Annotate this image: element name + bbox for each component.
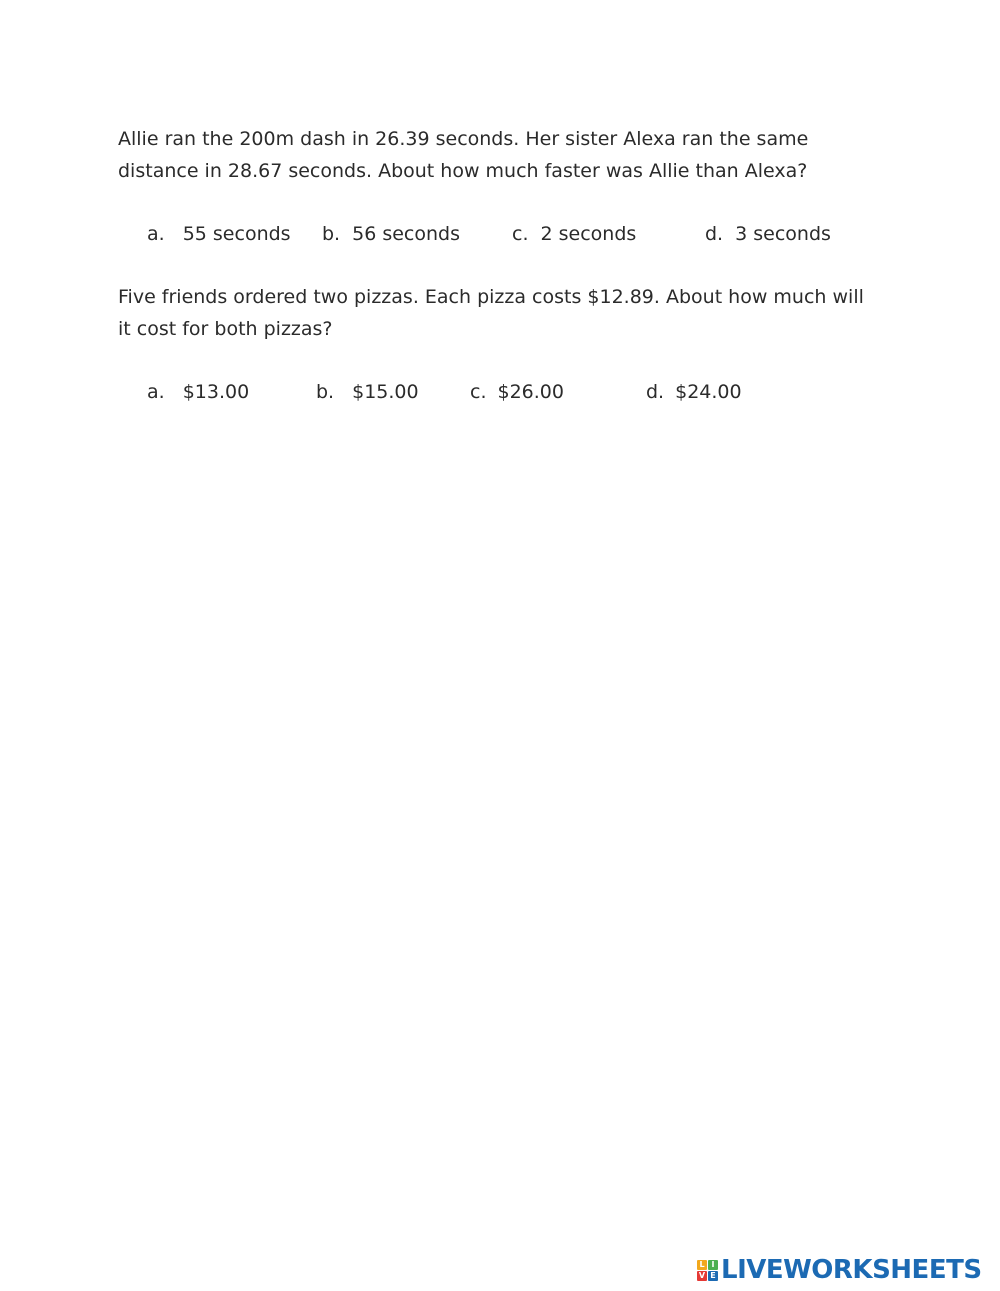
choice-d[interactable] — [705, 218, 831, 250]
question-2-text — [118, 281, 898, 345]
choice-letter: d. — [705, 223, 724, 245]
choice-text: $15.00 — [352, 381, 419, 403]
choice-d[interactable] — [646, 376, 742, 408]
choice-c[interactable] — [470, 376, 564, 408]
choice-text: $26.00 — [497, 381, 564, 403]
choice-letter: c. — [512, 223, 529, 245]
choice-b[interactable] — [322, 218, 460, 250]
question-line: Allie ran the 200m dash in 26.39 seconds. Her sister Alexa ran the same — [118, 128, 809, 150]
question-1-choices — [0, 218, 1000, 250]
choice-text: 56 seconds — [352, 223, 460, 245]
choice-letter: b. — [322, 223, 341, 245]
choice-text: $24.00 — [675, 381, 742, 403]
question-line: Five friends ordered two pizzas. Each pizza costs $12.89. About how much will — [118, 286, 864, 308]
question-line: it cost for both pizzas? — [118, 318, 333, 340]
logo-block: L — [697, 1260, 707, 1270]
logo-block: V — [698, 1270, 706, 1280]
choice-text: 55 seconds — [182, 223, 291, 245]
choice-a[interactable] — [147, 218, 291, 250]
choice-text: $13.00 — [182, 381, 250, 403]
logo-text: LIVEWORKSHEETS — [721, 1255, 982, 1285]
logo-block: I — [708, 1260, 718, 1270]
choice-letter: b. — [316, 381, 335, 403]
liveworksheets-logo — [697, 1254, 982, 1286]
choice-text: 3 seconds — [735, 223, 831, 245]
logo-block: E — [708, 1271, 718, 1281]
choice-text: 2 seconds — [540, 223, 637, 245]
choice-letter: c. — [470, 381, 487, 403]
choice-letter: a. — [147, 223, 165, 245]
choice-letter: a. — [147, 381, 165, 403]
choice-b[interactable] — [316, 376, 419, 408]
question-2-choices — [0, 376, 1000, 408]
choice-letter: d. — [646, 381, 665, 403]
question-1-text — [118, 123, 898, 187]
choice-a[interactable] — [147, 376, 249, 408]
choice-c[interactable] — [512, 218, 636, 250]
question-line: distance in 28.67 seconds. About how much faster was Allie than Alexa? — [118, 160, 808, 182]
logo-blocks-icon — [697, 1260, 718, 1281]
